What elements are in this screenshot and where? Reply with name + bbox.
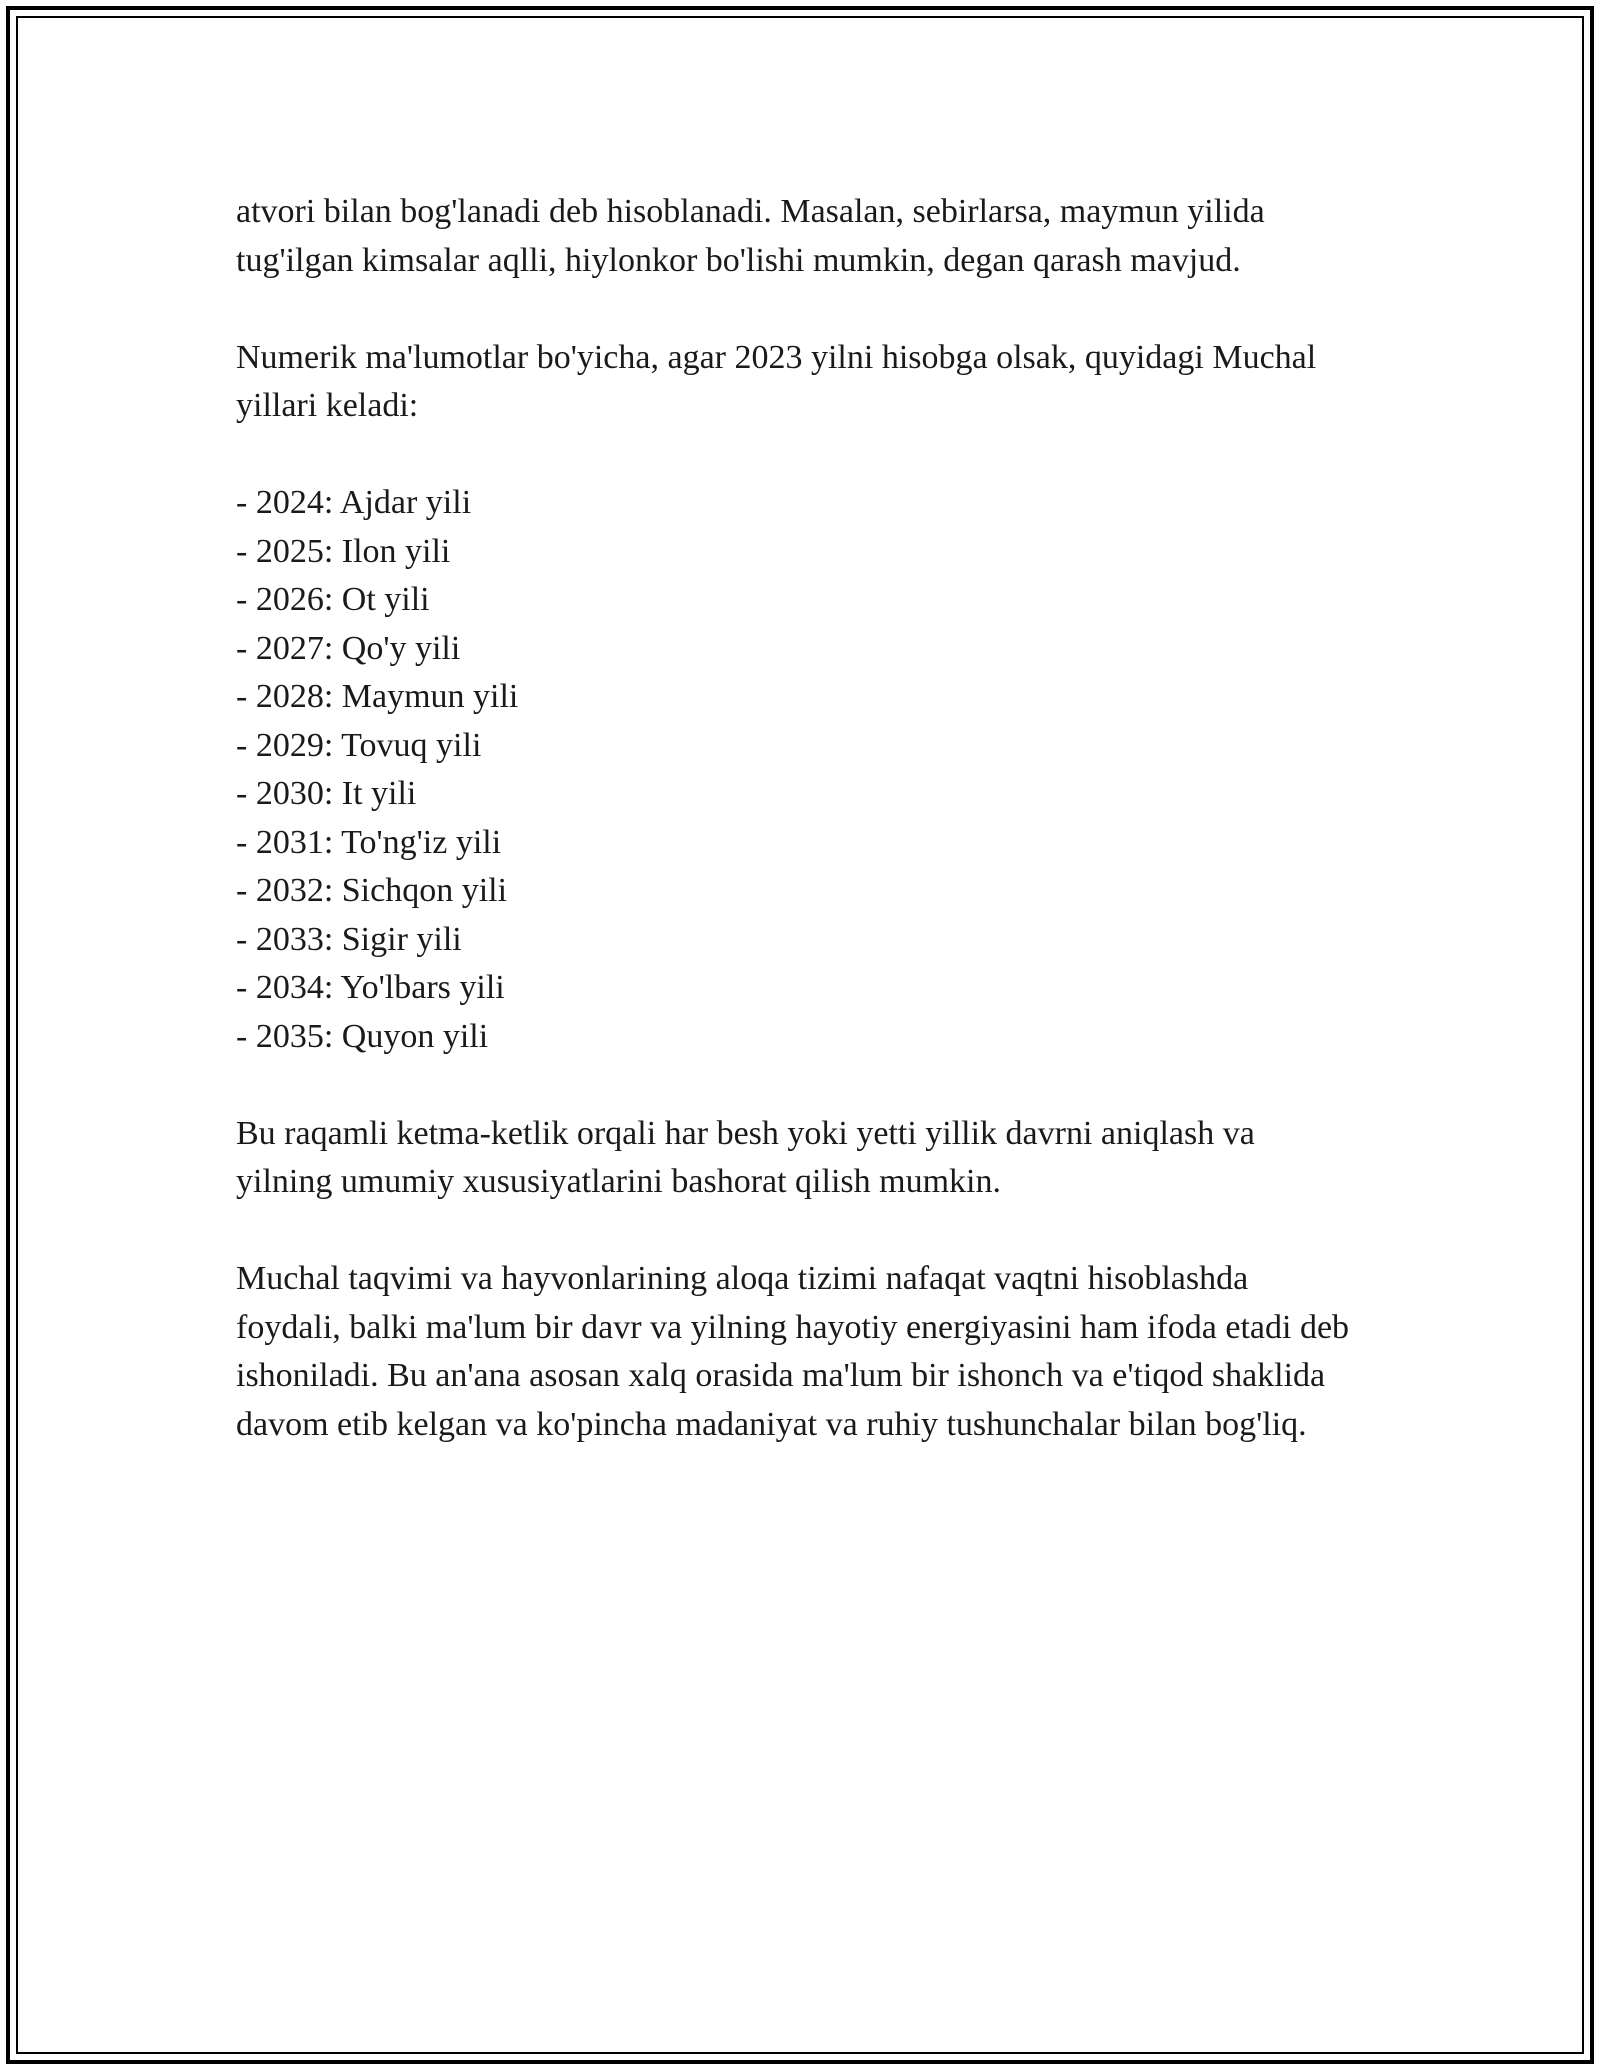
list-item: - 2028: Maymun yili [236,678,519,715]
muchal-year-list [236,479,1356,1061]
list-item: - 2030: It yili [236,775,417,812]
list-item: - 2026: Ot yili [236,581,430,618]
list-item: - 2033: Sigir yili [236,920,462,958]
list-item: - 2025: Ilon yili [236,532,451,570]
paragraph-conclusion: Muchal taqvimi va hayvonlarining aloqa tizimi nafaqat vaqtni hisoblashda foydali, balki ma'lum bir davr va yilning hayotiy energiyasini ham ifoda etadi deb ishoniladi. Bu an'ana asosan xalq orasida ma'lum bir ishonch va e'tiqod shaklida davom etib kelgan va ko'pincha madaniyat va ruhiy tushunchalar bilan bog'liq. [236,1260,1350,1443]
paragraph-sequence: Bu raqamli ketma-ketlik orqali har besh yoki yetti yillik davrni aniqlash va yilning umumiy xususiyatlarini bashorat qilish mumkin. [236,1114,1255,1200]
list-item: - 2035: Quyon yili [236,1017,489,1055]
paragraph-numeric-intro: Numerik ma'lumotlar bo'yicha, agar 2023 yilni hisobga olsak, quyidagi Muchal yillari keladi: [236,338,1317,424]
list-item: - 2024: Ajdar yili [236,484,472,521]
document-body [236,188,1356,1498]
list-item: - 2032: Sichqon yili [236,872,508,909]
paragraph-intro: atvori bilan bog'lanadi deb hisoblanadi. Masalan, sebirlarsa, maymun yilida tug'ilgan kimsalar aqlli, hiylonkor bo'lishi mumkin, degan qarash mavjud. [236,193,1265,279]
list-item: - 2031: To'ng'iz yili [236,823,502,861]
list-item: - 2034: Yo'lbars yili [236,969,505,1006]
list-item: - 2027: Qo'y yili [236,629,461,667]
list-item: - 2029: Tovuq yili [236,726,482,764]
